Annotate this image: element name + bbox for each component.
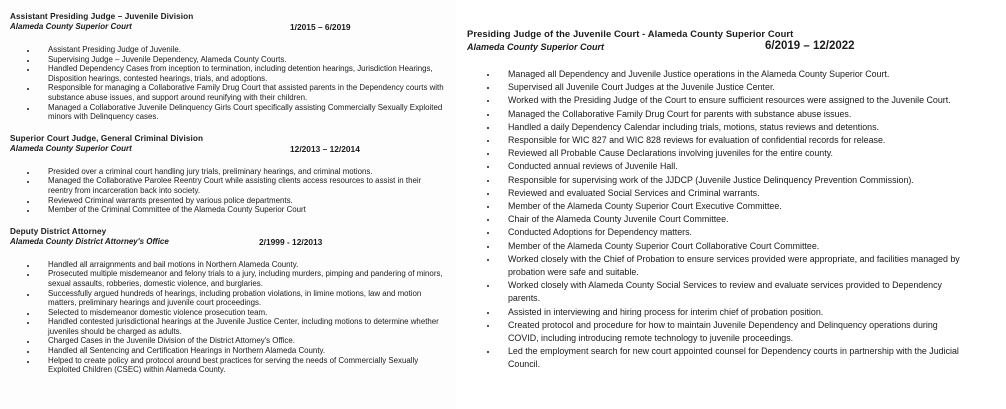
bullet-item: • Assisted in interviewing and hiring process for interim chief of probation position. bbox=[498, 306, 966, 319]
bullet-item: • Reviewed all Probable Cause Declarations involving juveniles for the entire county. bbox=[498, 147, 966, 160]
right-page bbox=[456, 0, 1006, 409]
bullet-item: • Conducted annual reviews of Juvenile Hall. bbox=[498, 160, 966, 173]
bullet-item: • Chair of the Alameda County Juvenile Court Committee. bbox=[498, 213, 966, 226]
bullet-item: • Charged Cases in the Juvenile Division of the District Attorney's Office. bbox=[37, 336, 444, 346]
bullet-item: • Handled contested jurisdictional hearings at the Juvenile Justice Center, including motions to determine whether juveniles should be charged as adults. bbox=[37, 317, 444, 336]
job-organization: Alameda County Superior Court bbox=[10, 22, 132, 31]
bullet-item: • Prosecuted multiple misdemeanor and felony trials to a jury, including murders, pimping and pandering of minors, sexual assaults, robberies, domestic violence, and burglaries. bbox=[37, 269, 444, 288]
job-header-row bbox=[10, 22, 444, 32]
bullet-item: • Handled Dependency Cases from inception to termination, including detention hearings, Jurisdiction Hearings, Disposition hearings, contested hearings, trials, and adoptions. bbox=[37, 64, 444, 83]
bullet-item: • Supervising Judge – Juvenile Dependency, Alameda County Courts. bbox=[37, 55, 444, 65]
bullet-item: • Selected to misdemeanor domestic violence prosecution team. bbox=[37, 308, 444, 318]
bullet-item: • Member of the Criminal Committee of the Alameda County Superior Court bbox=[37, 205, 444, 215]
job-title: Assistant Presiding Judge – Juvenile Division bbox=[10, 12, 194, 21]
bullet-item: • Created protocol and procedure for how to maintain Juvenile Dependency and Delinquency operations during COVID, including introducing remote technology to juvenile proceedings. bbox=[498, 319, 966, 345]
job-title: Presiding Judge of the Juvenile Court - Alameda County Superior Court bbox=[467, 28, 794, 39]
job-organization: Alameda County Superior Court bbox=[467, 42, 605, 52]
bullet-item: • Supervised all Juvenile Court Judges at the Juvenile Justice Center. bbox=[498, 81, 966, 94]
bullet-item: • Responsible for managing a Collaborative Family Drug Court that assisted parents in the Dependency courts with substance abuse issues, and support around reunifying with their children. bbox=[37, 83, 444, 102]
job-dates: 12/2013 – 12/2014 bbox=[290, 143, 360, 154]
bullet-item: • Responsible for WIC 827 and WIC 828 reviews for evaluation of confidential records for release. bbox=[498, 134, 966, 147]
bullet-item: • Handled a daily Dependency Calendar including trials, motions, status reviews and detentions. bbox=[498, 121, 966, 134]
bullet-item: • Worked closely with Alameda County Social Services to review and evaluate services provided to Dependency parents. bbox=[498, 279, 966, 305]
bullet-item: • Assistant Presiding Judge of Juvenile. bbox=[37, 45, 444, 55]
job-title: Superior Court Judge, General Criminal Division bbox=[10, 133, 204, 143]
bullet-list bbox=[10, 260, 444, 375]
bullet-item: • Handled all Sentencing and Certification Hearings in Northern Alameda County. bbox=[37, 346, 444, 356]
bullet-item: • Member of the Alameda County Superior Court Executive Committee. bbox=[498, 200, 966, 213]
job-section bbox=[10, 12, 444, 122]
bullet-list bbox=[10, 167, 444, 215]
bullet-item: • Worked closely with the Chief of Probation to ensure services provided were appropriate, and facilities managed by probation were safe and suitable. bbox=[498, 253, 966, 279]
left-page bbox=[0, 0, 456, 409]
bullet-list bbox=[10, 45, 444, 122]
bullet-item: • Managed all Dependency and Juvenile Justice operations in the Alameda County Superior Court. bbox=[498, 68, 966, 81]
job-dates: 1/2015 – 6/2019 bbox=[290, 22, 351, 32]
bullet-item: • Reviewed and evaluated Social Services and Criminal warrants. bbox=[498, 187, 966, 200]
job-organization: Alameda County Superior Court bbox=[10, 143, 132, 153]
bullet-item: • Successfully argued hundreds of hearings, including probation violations, in limine motions, law and motion matters, preliminary hearings and juvenile court proceedings. bbox=[37, 289, 444, 308]
bullet-item: • Responsible for supervising work of the JJDCP (Juvenile Justice Delinquency Prevention Commission). bbox=[498, 174, 966, 187]
bullet-item: • Managed the Collaborative Parolee Reentry Court while assisting clients access resources to assist in their reentry from incarceration back into society. bbox=[37, 176, 444, 195]
job-organization: Alameda County District Attorney's Office bbox=[10, 236, 169, 246]
job-section bbox=[10, 134, 444, 215]
bullet-item: • Handled all arraignments and bail motions in Northern Alameda County. bbox=[37, 260, 444, 270]
bullet-list bbox=[467, 68, 966, 372]
bullet-item: • Conducted Adoptions for Dependency matters. bbox=[498, 226, 966, 239]
bullet-item: • Presided over a criminal court handling jury trials, preliminary hearings, and criminal motions. bbox=[37, 167, 444, 177]
bullet-item: • Reviewed Criminal warrants presented by various police departments. bbox=[37, 196, 444, 206]
job-dates: 6/2019 – 12/2022 bbox=[765, 40, 855, 52]
bullet-item: • Worked with the Presiding Judge of the Court to ensure sufficient resources were assigned to the Juvenile Court. bbox=[498, 94, 966, 107]
job-header-row bbox=[10, 144, 444, 154]
bullet-item: • Led the employment search for new court appointed counsel for Dependency courts in partnership with the Judicial Council. bbox=[498, 345, 966, 371]
job-header-row bbox=[10, 237, 444, 247]
bullet-item: • Member of the Alameda County Superior Court Collaborative Court Committee. bbox=[498, 240, 966, 253]
job-section bbox=[10, 227, 444, 375]
job-dates: 2/1999 - 12/2013 bbox=[259, 236, 323, 247]
job-section bbox=[467, 27, 996, 372]
bullet-item: • Managed the Collaborative Family Drug Court for parents with substance abuse issues. bbox=[498, 108, 966, 121]
bullet-item: • Helped to create policy and protocol around best practices for serving the needs of Commercially Sexually Exploited Children (CSEC) within Alameda County. bbox=[37, 356, 444, 375]
bullet-item: • Managed a Collaborative Juvenile Delinquency Girls Court specifically assisting Commercially Sexually Exploited minors with Delinquency cases. bbox=[37, 103, 444, 122]
job-title: Deputy District Attorney bbox=[10, 226, 107, 236]
job-header-row bbox=[467, 40, 996, 54]
